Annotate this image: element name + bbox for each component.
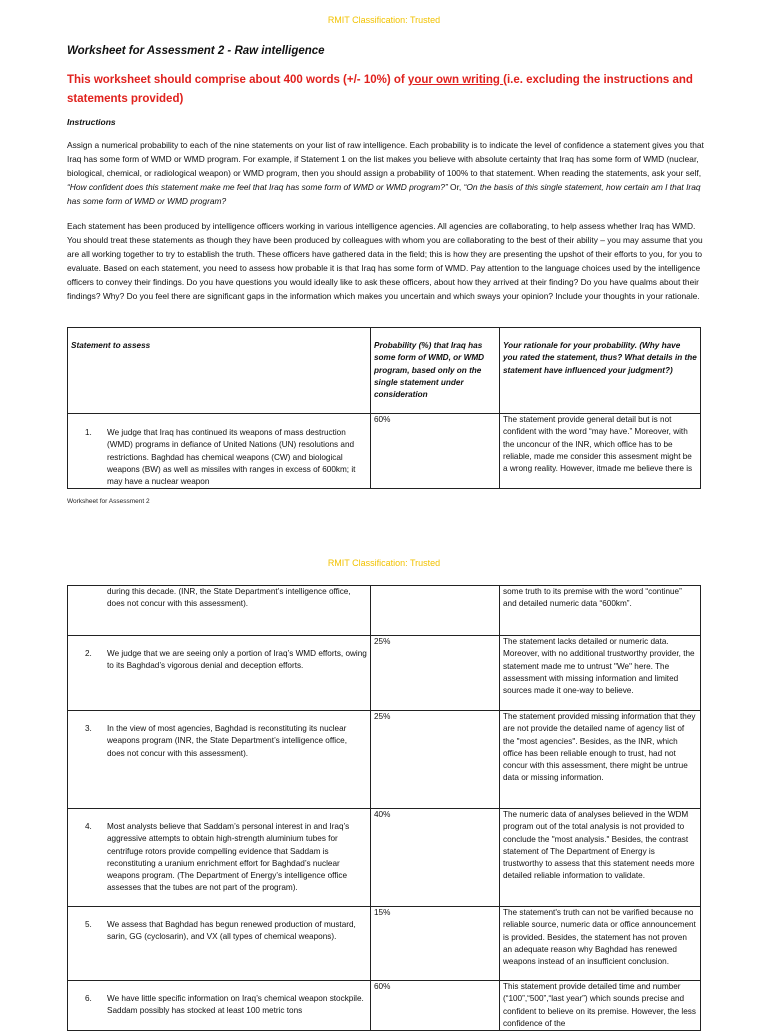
probability-cell-1-continued [371, 586, 500, 636]
requirement-underlined-text: your own writing [407, 74, 504, 86]
statement-text: We have little specific information on Iraq’s chemical weapon stockpile. Saddam possibly has stocked at least 100 metric tons [107, 994, 364, 1016]
paragraph-1-question-2: “On the basis of this single statement, how certain am I that Iraq has some form of WMD or WMD program? [67, 182, 701, 207]
header-statement [68, 328, 371, 414]
table-header-row [68, 328, 701, 414]
instructions-paragraph-2: Each statement has been produced by intelligence officers working in various intelligence agencies. All agencies are collaborating, to help assess whether Iraq has WMD. You should treat these statements as though they have been produced by colleagues with whom you are collaborating to the best of their ability – you may assume that you are all working together to try to establish the truth. These officers have gathered data in the field; this is how they are presenting the upshot of their efforts to you, for you to evaluate. Based on each statement, you need to assess how probable it is that Iraq has some form of WMD. Pay attention to the language choices used by the intelligence officers to convey their findings. Do you have questions you would ideally like to ask these officers, about how they arrived at their finding? Do you have qualms about their findings? Why? Do you feel there are significant gaps in the information which makes you uncertain and which sways your opinion? Include your thoughts in your rationale. [67, 221, 703, 302]
table-row [68, 711, 701, 809]
statement-text: We assess that Baghdad has begun renewed production of mustard, sarin, GG (cyclosarin), and VX (all types of chemical weapons). [107, 920, 356, 942]
header-probability-label: Probability (%) that Iraq has some form of WMD, or WMD program, based only on the single statement under consideration [374, 341, 485, 400]
rationale-cell-4 [500, 809, 701, 907]
statement-1 [71, 427, 367, 488]
statement-cell-5 [68, 907, 371, 981]
statement-5 [71, 919, 367, 944]
rationale-text: The statement provided missing information that they are not provide the detailed name of agency list of the "most agencies". Besides, as the INR, which office has been reliable enough to trust, had not concur with this assessment, there might be untrue data or missing information. [503, 712, 696, 783]
statement-cell-2 [68, 636, 371, 711]
paragraph-1-text: Assign a numerical probability to each of the nine statements on your list of raw intelligence. Each probability is to indicate the level of confidence a statement gives you that Iraq has some form of WMD or WMD program. For example, if Statement 1 on the list makes you believe with absolute certainty that Iraq has some form of WMD (nuclear, biological, chemical, or radiological weapon) or WMD program, then you should assign a probability of 100% to that statement. When reading the statements, ask your self, [67, 140, 704, 179]
requirement-text-end: (i.e. excluding the instructions and statements provided) [67, 74, 693, 105]
statement-number: 2. [85, 649, 92, 658]
probability-cell-4 [371, 809, 500, 907]
statement-cell-6 [68, 981, 371, 1031]
statement-text: Most analysts believe that Saddam’s personal interest in and Iraq’s aggressive attempts to obtain high-strength aluminium tubes for centrifuge rotors provide compelling evidence that Saddam is reconstituting a uranium enrichment effort for Baghdad’s nuclear weapons program. (The Department of Energy’s intelligence office assesses that the tubes are not part of the program). [107, 822, 350, 893]
statement-number: 1. [85, 428, 92, 437]
probability-cell-6 [371, 981, 500, 1031]
classification-label-top: RMIT Classification: Trusted [327, 15, 441, 25]
rationale-text: The statement's truth can not be varified because no reliable source, numeric data or office announcement is provided. Besides, the statement has not proven an adequate reason why Baghdad has renewed weapons instead of an insufficient conclusion. [503, 908, 696, 967]
table-row [68, 586, 701, 636]
header-statement-label: Statement to assess [71, 341, 151, 350]
rationale-cell-1-continued [500, 586, 701, 636]
statement-number: 5. [85, 920, 92, 929]
statement-6 [71, 993, 367, 1018]
table-row [68, 981, 701, 1031]
probability-cell-3 [371, 711, 500, 809]
statement-cell-1 [68, 414, 371, 489]
header-rationale-label: Your rationale for your probability. (Why have you rated the statement, thus? What details in the statement have influenced your judgment?) [503, 341, 697, 375]
statement-cell-1-continued [68, 586, 371, 636]
statement-text: In the view of most agencies, Baghdad is reconstituting its nuclear weapons program (INR, the State Department’s intelligence office, does not concur with this assessment). [107, 724, 347, 758]
assessment-table-page-1 [67, 327, 701, 489]
rationale-text: The statement lacks detailed or numeric data. Moreover, with no additional trustworthy provider, the statement made me to untrust "We" here. The assessment with missing information and limited sources made it one-way to believe. [503, 637, 695, 696]
table-row [68, 907, 701, 981]
paragraph-1-question-1: “How confident does this statement make me feel that Iraq has some form of WMD or WMD program?” [67, 182, 448, 193]
statement-number: 6. [85, 994, 92, 1003]
rationale-cell-6 [500, 981, 701, 1031]
requirement-text-start: This worksheet should comprise about 400 words (+/- 10%) of [67, 74, 408, 86]
statement-continued-text: during this decade. (INR, the State Department’s intelligence office, does not concur with this assessment). [107, 587, 351, 609]
probability-value: 60% [374, 415, 391, 424]
rationale-continued-text: some truth to its premise with the word “continue” and detailed numeric data “600km”. [503, 587, 682, 609]
statement-cell-4 [68, 809, 371, 907]
classification-label-page-2: RMIT Classification: Trusted [327, 558, 441, 568]
statement-3 [71, 723, 367, 760]
rationale-cell-5 [500, 907, 701, 981]
rationale-text: The numeric data of analyses believed in the WDM program out of the total analysis is not provided to conclude the "most analysis." Besides, the contrast statement of The Department of Energy is trustworthy to assess that this statement needs more detailed reliable information to validate. [503, 810, 695, 881]
rationale-text: The statement provide general detail but is not confident with the word “may have.” Moreover, with the unconcur of the INR, which office has to be reliable, made me consider this assesment might be a wrong reality. However, itmade me believe there is [503, 415, 693, 474]
instructions-paragraph-1 [67, 138, 707, 208]
assessment-table-page-2 [67, 585, 701, 1031]
statement-2 [71, 648, 367, 673]
probability-value: 60% [374, 982, 391, 991]
probability-value: 15% [374, 908, 391, 917]
statement-text: We judge that Iraq has continued its weapons of mass destruction (WMD) programs in defiance of United Nations (UN) resolutions and restrictions. Baghdad has chemical weapons (CW) and biological weapons (BW) as well as missiles with ranges in excess of 600km; it may have a nuclear weapon [107, 428, 356, 487]
statement-text: We judge that we are seeing only a portion of Iraq’s WMD efforts, owing to its Baghdad’s vigorous denial and deception efforts. [107, 649, 367, 671]
table-row [68, 809, 701, 907]
word-count-requirement [67, 71, 707, 109]
rationale-cell-3 [500, 711, 701, 809]
probability-value: 40% [374, 810, 391, 819]
statement-4 [71, 821, 367, 895]
probability-cell-2 [371, 636, 500, 711]
rationale-cell-2 [500, 636, 701, 711]
table-row [68, 414, 701, 489]
rationale-cell-1 [500, 414, 701, 489]
page-title: Worksheet for Assessment 2 - Raw intelligence [67, 45, 325, 57]
paragraph-1-or: Or, [447, 182, 464, 193]
probability-cell-5 [371, 907, 500, 981]
probability-cell-1 [371, 414, 500, 489]
instructions-heading: Instructions [67, 117, 116, 127]
page-footer: Worksheet for Assessment 2 [67, 498, 150, 505]
table-row [68, 636, 701, 711]
statement-number: 3. [85, 724, 92, 733]
statement-cell-3 [68, 711, 371, 809]
probability-value: 25% [374, 637, 391, 646]
rationale-text: This statement provide detailed time and number (“100”,“500”,“last year”) which sounds precise and confident to believe on its premise. However, the less confidence of the [503, 982, 696, 1028]
probability-value: 25% [374, 712, 391, 721]
header-probability [371, 328, 500, 414]
header-rationale [500, 328, 701, 414]
statement-number: 4. [85, 822, 92, 831]
